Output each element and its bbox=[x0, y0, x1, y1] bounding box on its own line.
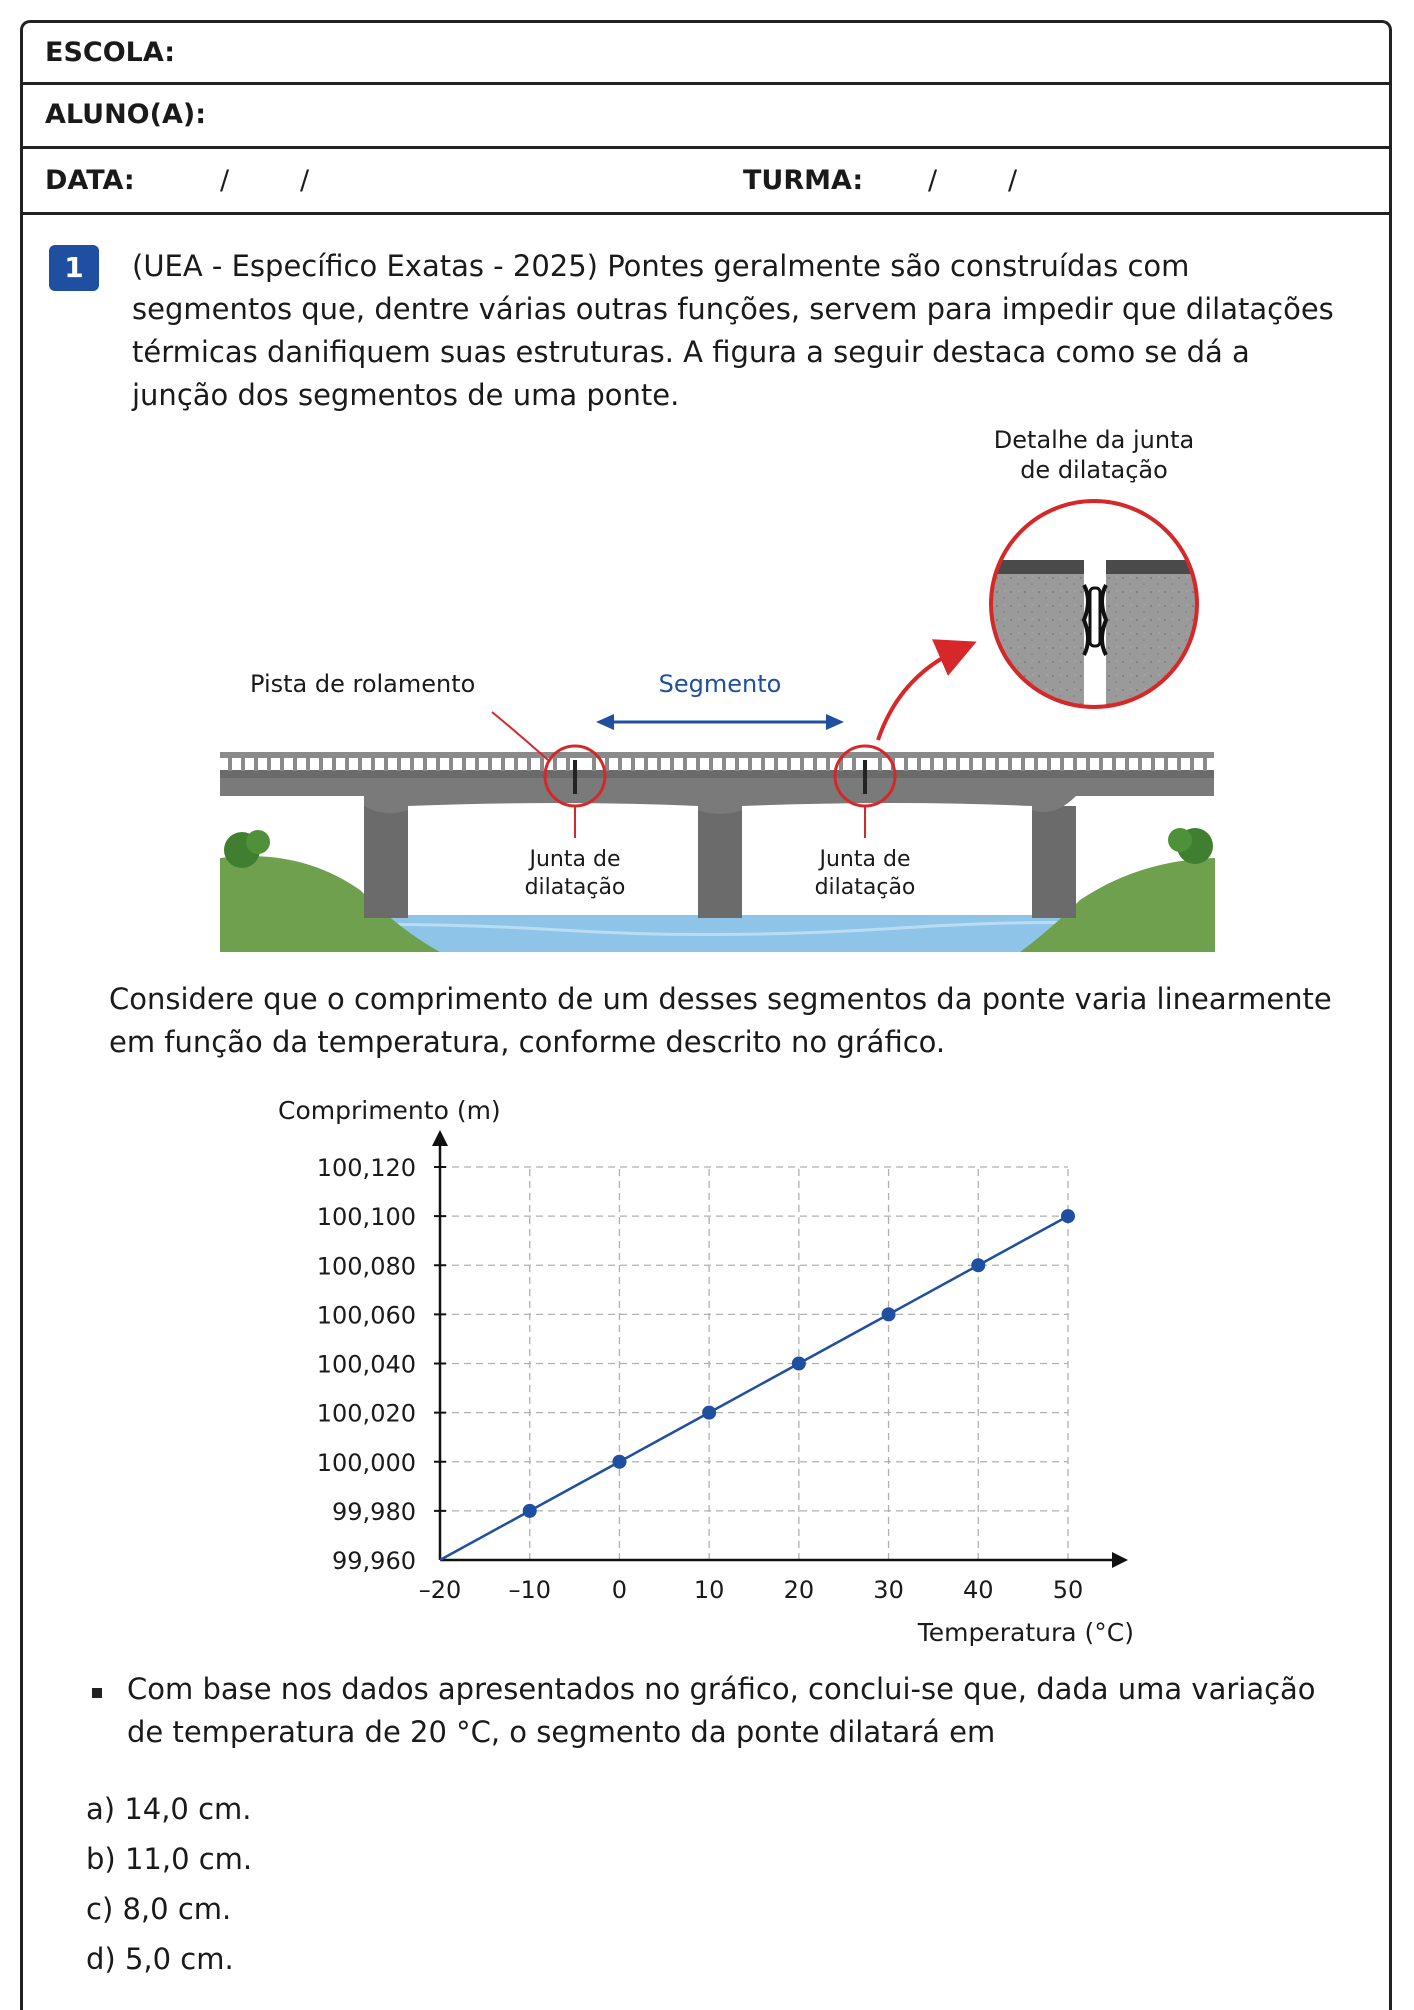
question-number-badge: 1 bbox=[49, 245, 99, 291]
data-point bbox=[882, 1307, 896, 1321]
option-text: 14,0 cm. bbox=[124, 1792, 252, 1826]
option-a[interactable] bbox=[86, 1792, 252, 1826]
data-point bbox=[792, 1357, 806, 1371]
option-letter: b) bbox=[86, 1842, 116, 1876]
option-c[interactable] bbox=[86, 1892, 231, 1926]
data-point bbox=[971, 1258, 985, 1272]
bullet-line: Com base nos dados apresentados no gráfico, conclui-se que, dada uma variação bbox=[127, 1672, 1316, 1706]
bullet-marker bbox=[92, 1688, 102, 1698]
detail-label-line2: de dilatação bbox=[1020, 456, 1168, 484]
option-letter: a) bbox=[86, 1792, 116, 1826]
turma-slash-2: / bbox=[1008, 165, 1018, 196]
x-axis-arrowhead bbox=[1112, 1552, 1128, 1568]
option-letter: c) bbox=[86, 1892, 114, 1926]
consider-line: Considere que o comprimento de um desses segmentos da ponte varia linearmente bbox=[109, 982, 1332, 1016]
x-tick-label: 20 bbox=[783, 1576, 815, 1604]
segmento-label: Segmento bbox=[658, 670, 782, 698]
data-point bbox=[1061, 1209, 1075, 1223]
y-tick-label: 100,060 bbox=[316, 1301, 416, 1330]
y-tick-label: 100,120 bbox=[316, 1154, 416, 1182]
x-tick-label: 0 bbox=[611, 1576, 628, 1604]
y-tick-label: 100,020 bbox=[316, 1399, 416, 1428]
bullet-line: de temperatura de 20 °C, o segmento da ponte dilatará em bbox=[127, 1715, 996, 1749]
pista-label: Pista de rolamento bbox=[250, 670, 476, 698]
x-tick-label: –10 bbox=[508, 1576, 551, 1604]
option-text: 5,0 cm. bbox=[124, 1942, 234, 1976]
y-tick-label: 100,100 bbox=[316, 1203, 416, 1232]
data-point bbox=[612, 1455, 626, 1469]
intro-line: segmentos que, dentre várias outras funções, servem para impedir que dilatações bbox=[132, 292, 1334, 326]
y-axis-label: Comprimento (m) bbox=[278, 1096, 501, 1125]
aluno-label: ALUNO(A): bbox=[45, 99, 206, 130]
y-axis-arrowhead bbox=[432, 1130, 448, 1146]
x-tick-label: 50 bbox=[1052, 1576, 1084, 1604]
data-slash-2: / bbox=[300, 165, 310, 196]
option-text: 8,0 cm. bbox=[122, 1892, 232, 1926]
junta1-label-line2: dilatação bbox=[524, 875, 626, 900]
option-d[interactable] bbox=[86, 1942, 234, 1976]
data-slash-1: / bbox=[220, 165, 230, 196]
consider-line: em função da temperatura, conforme descrito no gráfico. bbox=[109, 1025, 946, 1059]
y-tick-label: 99,980 bbox=[332, 1497, 416, 1526]
y-tick-label: 100,040 bbox=[316, 1350, 416, 1379]
data-point bbox=[523, 1504, 537, 1518]
intro-line: (UEA - Específico Exatas - 2025) Pontes geralmente são construídas com bbox=[132, 249, 1190, 283]
turma-slash-1: / bbox=[928, 165, 938, 196]
x-tick-label: 40 bbox=[963, 1576, 994, 1604]
data-point bbox=[702, 1406, 716, 1420]
x-tick-label: 10 bbox=[693, 1576, 725, 1604]
bullet-text bbox=[127, 1668, 1316, 1754]
intro-line: térmicas danifiquem suas estruturas. A figura a seguir destaca como se dá a bbox=[132, 335, 1250, 369]
junta1-label-line1: Junta de bbox=[529, 847, 621, 872]
escola-label: ESCOLA: bbox=[45, 37, 176, 68]
data-label: DATA: bbox=[45, 165, 135, 196]
x-axis-label: Temperatura (°C) bbox=[917, 1618, 1134, 1647]
y-tick-label: 100,000 bbox=[316, 1448, 416, 1477]
y-tick-label: 100,080 bbox=[316, 1252, 416, 1281]
y-tick-label: 99,960 bbox=[332, 1547, 416, 1575]
junta2-label-line2: dilatação bbox=[814, 875, 916, 900]
x-tick-label: 30 bbox=[873, 1576, 904, 1604]
option-text: 11,0 cm. bbox=[124, 1842, 253, 1876]
intro-line: junção dos segmentos de uma ponte. bbox=[132, 378, 680, 412]
detail-label-line1: Detalhe da junta bbox=[993, 426, 1195, 454]
turma-label: TURMA: bbox=[743, 165, 864, 196]
junta2-label-line1: Junta de bbox=[819, 847, 911, 872]
option-letter: d) bbox=[86, 1942, 116, 1976]
x-tick-label: –20 bbox=[418, 1576, 462, 1604]
option-b[interactable] bbox=[86, 1842, 252, 1876]
